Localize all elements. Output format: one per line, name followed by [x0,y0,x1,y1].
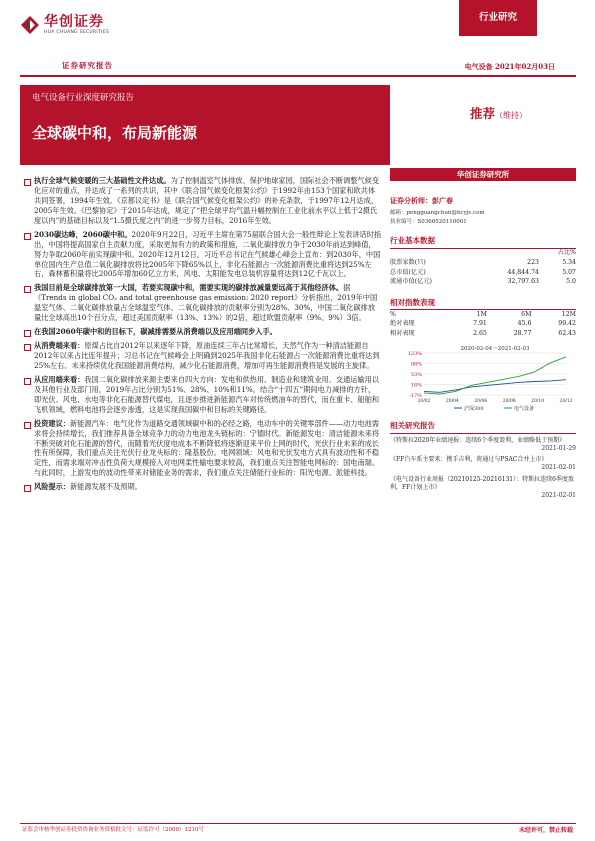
related-report-date: 2021-02-01 [541,491,576,499]
basic-data-cell: 223 [527,259,539,267]
basic-data-title: 行业基本数据 [390,236,576,249]
logo-en: HUA CHUANG SECURITIES [44,30,110,35]
footer-rule [20,823,576,824]
performance-chart [390,343,576,411]
chart-y-tick-label: -17% [409,393,422,400]
summary-paragraph [22,482,382,492]
sidebar [390,168,576,500]
basic-data-row [390,268,576,278]
summary-paragraph [22,419,382,479]
chart-y-tick-label: 53% [410,372,422,379]
paragraph-text: 新能源发展不及预期。 [69,482,142,492]
basic-data-cell: 5.07 [562,268,576,276]
header-rule [20,75,576,77]
performance-cell: 2.65 [473,329,487,337]
basic-data-header-cell [390,249,475,259]
chart-x-tick-label: 20/08 [502,399,516,405]
rating: 推荐（维持） [470,106,528,121]
paragraph-text: 原煤占比自2012年以来逐年下降，原油连续三年占比常增长，天然气作为一种清洁能源自2012年以来占比连年提升；习总书记在气候峰会上明确到2025年我国非化石能源占一次能源消费比重将达到25%左右。未来持续优化我国能源消费结构，减少化石能源消费，增加可再生能源消费将是发展的主旋律。 [34,341,380,370]
related-reports-title: 相关研究报告 [390,421,576,434]
basic-data-cell: 44,844.74 [507,268,539,276]
footer-license: 证监会审核华创证券投资咨询业务资格批文号：证监许可（2009）1210号 [22,827,204,833]
chart-x-tick-label: 20/06 [474,399,488,405]
performance-cell: 28.77 [513,329,532,337]
analyst-license: 执业编号：S0360520110001 [390,218,467,225]
performance-cell: 绝对表现 [390,320,415,328]
summary-paragraph [22,283,382,323]
performance-cell: 45.6 [517,320,532,328]
chart-y-tick-label: 123% [407,351,422,358]
chart-x-tick-label: 20/12 [559,399,573,405]
chart-legend-label: 电气设备 [514,406,535,412]
footer-copyright: 未经许可，禁止转载 [518,827,573,834]
performance-header-cell: 1M [476,310,487,318]
basic-data-table [390,249,576,288]
summary-paragraph [22,327,382,337]
paragraph-lead: 执行全球气候变暖的三大基础性文件达成。 [34,176,171,185]
performance-row [390,320,576,330]
basic-data-header-cell [475,249,539,259]
report-series: 证券研究报告 [62,61,113,70]
report-date: 电气设备 2021年02月03日 [464,62,555,71]
paragraph-lead: 投资建议： [34,418,70,428]
basic-data-cell: 流通市值(亿元) [390,278,432,286]
summary-paragraph [22,176,382,226]
related-report-title[interactable]: 《特斯拉2020年业绩速报：连续6个季度盈利，业绩略低于预期》 [390,436,566,444]
summary-paragraph [22,341,382,371]
basic-data-header-cell: 占比% [557,249,576,257]
basic-data-cell: 32,797.63 [507,278,539,286]
chart-range-label: 2020-02-04～2021-02-03 [460,346,530,353]
logo-cn: 华创证券 [44,14,104,30]
report-title: 全球碳中和，布局新能源 [32,124,198,142]
performance-header-cell: 6M [521,310,532,318]
chart-y-tick-label: 88% [410,361,422,368]
performance-cell: 7.91 [473,320,487,328]
chart-series-line [424,380,566,393]
performance-header-cell: 12M [561,310,576,318]
chart-x-tick-label: 20/04 [445,399,459,405]
rating-box [390,85,576,165]
paragraph-text: 2020年9月22日，习近平主席在第75届联合国大会一般性辩论上发表讲话时指出，中国将提高国家自主贡献力度，采取更加有力的政策和措施，二氧化碳排放力争于2030年前达到峰值，努力争取2060年前实现碳中和。2020年12月12日，习近平总书记在气候雄心峰会上宣布：到2030年，中国单位国内生产总值二氧化碳排放将比2005年下降65%以上，非化石能源占一次能源消费比重将达到25%左右，森林蓄积量将比2005年增加60亿立方米，风电、太阳能发电总装机容量将达到12亿千瓦以上。 [34,229,382,279]
basic-data-cell: 股票家数(只) [390,259,426,267]
related-report-title[interactable]: 《FF汽车系主要来：携手吉利，将通过与PSAC合并上市》 [390,456,548,464]
basic-data-row [390,278,576,288]
paragraph-lead: 2030碳达峰，2060碳中和。 [34,229,132,239]
related-report-date: 2021-01-29 [541,444,576,452]
basic-data-cell: 5.0 [566,278,576,286]
performance-cell: 62.43 [558,329,576,337]
basic-data-row [390,259,576,269]
basic-data-cell: 总市值(亿元) [390,268,426,276]
paragraph-text: 我国二氧化碳排放来源主要来自四大方向：发电和供热用、制造业和建筑业用、交通运输用以及其他行业及部门用，2019年占比分别为51%、28%、10%和11%。结合“十四五”期间电力减排的方针，即光伏、风电、水电等非化石能源替代煤电，且逐步推进新能源汽车对传统燃油车的替代，而在重卡、船舶和飞机领域，燃料电池将会逐步渗透，这是实现我国碳中和目标的关键路径。 [34,374,380,414]
summary-paragraph [22,230,382,280]
performance-row [390,329,576,339]
paragraph-lead: 风险提示： [34,482,70,492]
company-logo [20,14,109,36]
basic-data-cell: 5.34 [562,259,576,267]
chart-legend-label: 沪深300 [464,406,484,412]
paragraph-text: 据《Trends in global CO₂ and total greenhouse gas emission: 2020 report》分析指出，2019年中国温室气体、二氧化碳排放量占全球温室气体、二氧化碳排放的贡献率分别为28%、30%，中国二氧化碳排放量比全球高出10个百分点，超过美国贡献率（13%、13%）的2倍，超过欧盟贡献率（9%、9%）3倍。 [34,283,378,323]
chart-x-tick-label: 20/10 [531,399,545,405]
paragraph-text: 为了控制温室气体排放、保护地球家园，国际社会不断调整气候变化应对的重点，并达成了一系列的共识，其中《联合国气候变化框架公约》于1992年由153个国家和欧共体共同签署，1994年生效。《京都议定书》是《联合国气候变化框架公约》的补充条款，于1997年12月达成，2005年生效。《巴黎协定》于2015年达成，规定了“把全球平均气温升幅控制在工业化前水平以上低于2摄氏度以内”的基础目标以及“1.5摄氏度之内”的进一步努力目标，2016年生效。 [34,176,380,225]
chart-y-tick-label: 18% [410,382,422,389]
performance-header-cell: % [390,310,396,318]
research-institute: 华创证券研究所 [390,168,576,181]
analyst-email: 邮箱：pengguangchun@hcyjs.com [390,209,485,216]
performance-title: 相对指数表现 [390,298,576,311]
category-tab: 行业研究 [459,0,537,36]
related-reports-list [390,437,576,501]
logo-mark-icon [20,15,40,35]
paragraph-lead: 从应用端来看： [34,374,85,384]
related-report-date: 2021-02-01 [541,464,576,472]
paragraph-lead: 我国目前是全球碳排放第一大国，若要实现碳中和，需要实现的碳排放减量要远高于其他经济体。 [34,283,344,293]
performance-cell: 相对表现 [390,329,415,337]
report-subtitle: 电气设备行业深度研究报告 [32,93,135,103]
chart-x-tick-label: 20/02 [417,399,431,405]
chart-series-line [424,357,566,394]
main-content [22,176,382,496]
performance-table [390,310,576,339]
paragraph-lead: 从消费端来看： [34,341,85,351]
analyst-name: 证券分析师：彭广春 [390,196,453,205]
summary-paragraph [22,375,382,415]
performance-cell: 99.42 [558,320,576,328]
paragraph-lead: 在我国2060年碳中和的目标下，碳减排需要从消费端以及应用端同步入手。 [34,327,277,337]
related-report-title[interactable]: 《电气设备行业周报（20210125-20210131）：特斯拉连续6季度盈利，FF计划上市》 [390,475,574,491]
paragraph-text: 新能源汽车：电气化作为道路交通领域碳中和的必经之路，电动车中的关键零部件——动力电池需求将会持续增长，我们推荐具备全球竞争力的动力电池龙头链标的：宁德时代。新能源发电：清洁能源未来将不断突破对化石能源的替代，而随着光伏度电成本不断降低将逐渐迎来平价上网的时代，光伏行业未来的成长性有所保障，我们重点关注光伏行业龙头标的：隆基股份。电网领域：风电和光伏发电方式具有波动性和不稳定性，而需求端对冲击性负荷大规模接入对电网柔性输电要求较高，我们重点关注智能电网标的：国电南瑞。与此同时，上游发电的波动性带来对储能业务的需求，我们重点关注储能行业标的：阳光电源、派能科技。 [34,418,380,478]
